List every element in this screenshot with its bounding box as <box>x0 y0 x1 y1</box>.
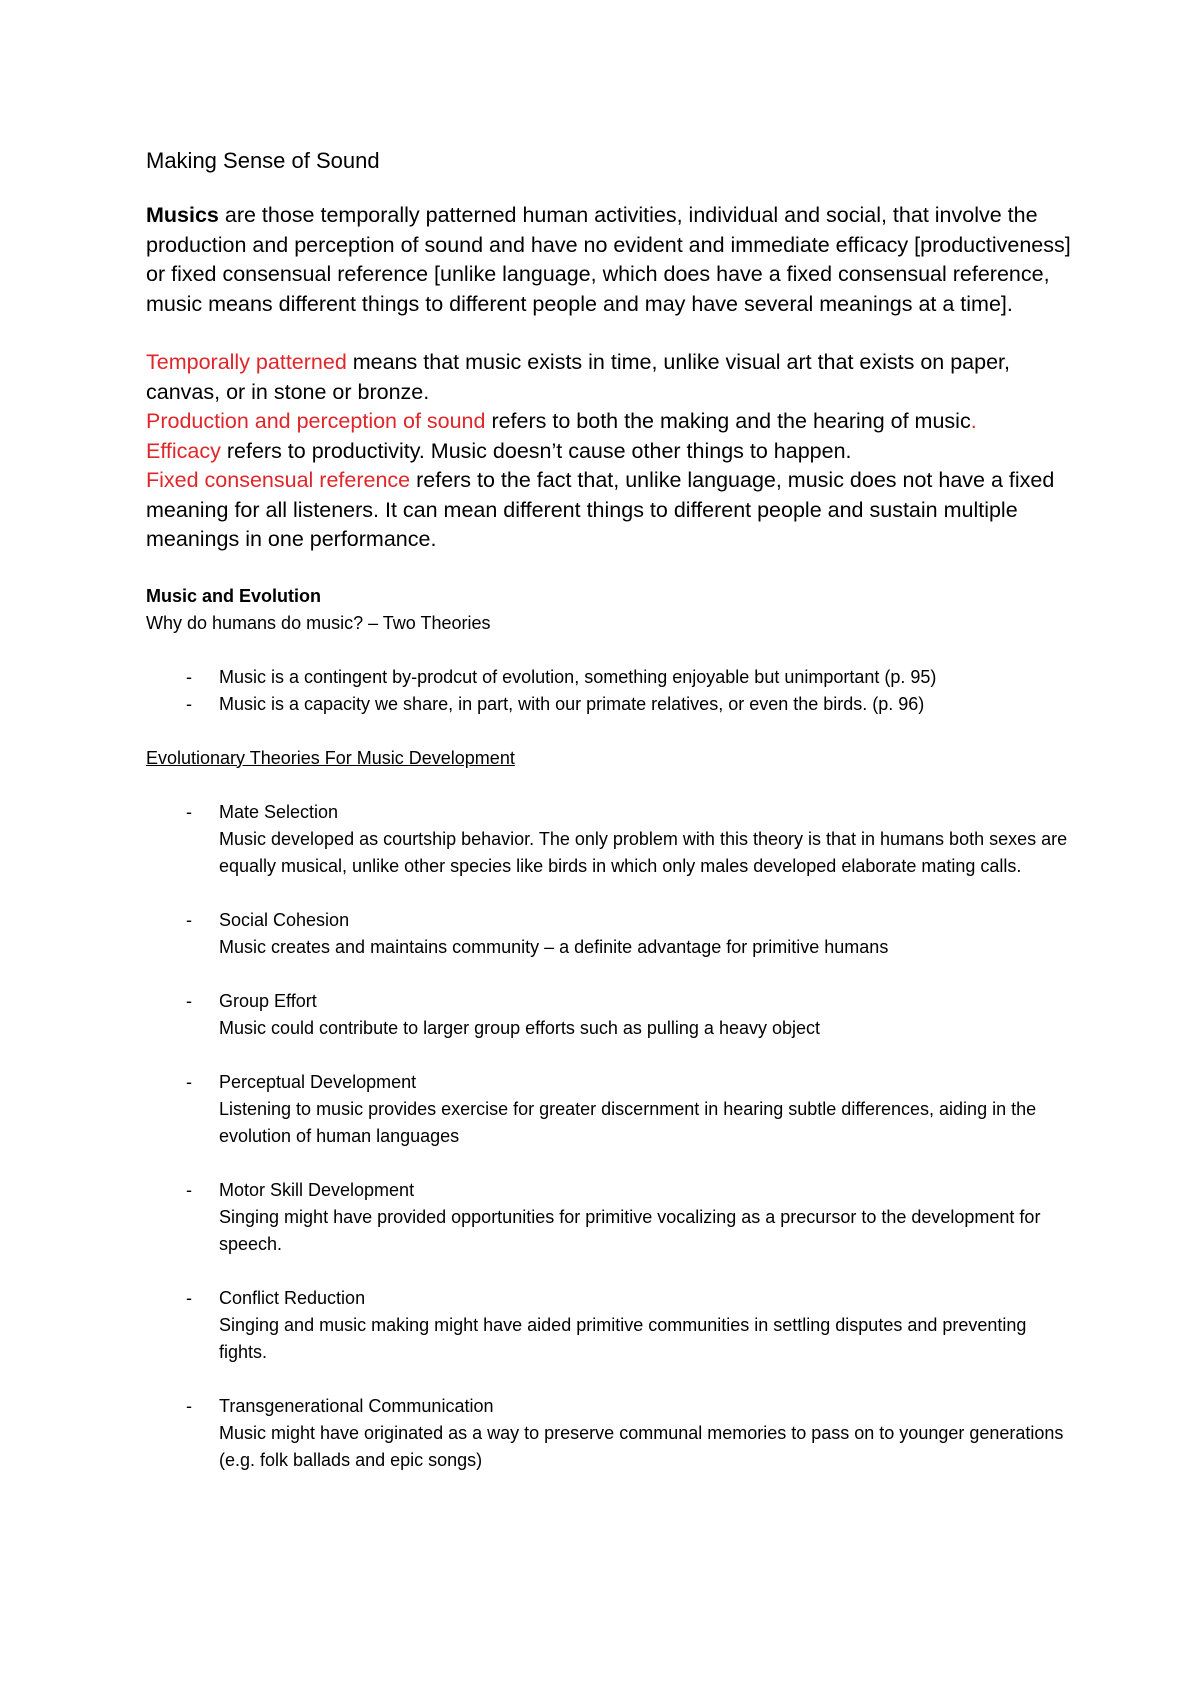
definition-text: refers to productivity. Music doesn’t cause other things to happen. <box>220 438 852 463</box>
theory-description: Singing might have provided opportunities for primitive vocalizing as a precursor to the development for speech. <box>219 1206 1041 1254</box>
definition-efficacy <box>146 437 1076 467</box>
list-item: - Music is a contingent by-prodcut of evolution, something enjoyable but unimportant (p. 95) <box>146 664 1076 691</box>
list-item: - Music is a capacity we share, in part, with our primate relatives, or even the birds. (p. 96) <box>146 691 1076 718</box>
definition-trailing-period: . <box>970 409 977 433</box>
theory-name: - Social Cohesion <box>219 909 350 930</box>
definition-fixed-consensual-reference <box>146 466 1076 555</box>
definition-term: Efficacy <box>146 438 221 463</box>
intro-paragraph <box>146 201 1076 319</box>
theory-description: Music could contribute to larger group efforts such as pulling a heavy object <box>219 1017 821 1038</box>
document-title: Making Sense of Sound <box>146 148 380 173</box>
list-item <box>146 1285 1076 1366</box>
theory-name: - Transgenerational Communication <box>219 1395 494 1416</box>
development-theories-list <box>146 799 1076 1474</box>
theory-name: - Perceptual Development <box>219 1071 417 1092</box>
theories-list <box>146 664 1076 718</box>
list-item <box>146 988 1076 1042</box>
document-page <box>146 146 1076 1474</box>
theory-name: - Mate Selection <box>219 801 339 822</box>
theory-description: Listening to music provides exercise for greater discernment in hearing subtle differences, aiding in the evolution of human languages <box>219 1098 1037 1146</box>
theory-description: Music developed as courtship behavior. The only problem with this theory is that in humans both sexes are equally musical, unlike other species like birds in which only males developed elaborate mating calls. <box>219 828 1068 876</box>
list-item <box>146 799 1076 880</box>
definition-term: Temporally patterned <box>146 350 347 374</box>
theory-name: - Conflict Reduction <box>219 1287 366 1308</box>
theory-description: Singing and music making might have aided primitive communities in settling disputes and preventing fights. <box>219 1314 1027 1362</box>
definition-production-perception <box>146 407 1076 437</box>
definition-term: Fixed consensual reference <box>146 468 411 492</box>
definition-text: refers to both the making and the hearing of music <box>485 409 971 433</box>
definitions-block <box>146 348 1076 555</box>
list-item <box>146 1393 1076 1474</box>
definition-temporally-patterned <box>146 348 1076 407</box>
section-heading-evolutionary-theories: Evolutionary Theories For Music Development <box>146 747 515 768</box>
list-item <box>146 907 1076 961</box>
theory-description: Music might have originated as a way to preserve communal memories to pass on to younger generations (e.g. folk ballads and epic songs) <box>219 1422 1064 1470</box>
definition-text: means that music exists in time, unlike visual art that exists on paper, canvas, or in stone or bronze. <box>146 350 1010 404</box>
section-heading-music-evolution: Music and Evolution <box>146 585 322 606</box>
theory-description: Music creates and maintains community – a definite advantage for primitive humans <box>219 936 889 957</box>
definition-text: refers to the fact that, unlike language, music does not have a fixed meaning for all listeners. It can mean different things to different people and sustain multiple meanings in one performance. <box>146 468 1055 551</box>
list-item <box>146 1177 1076 1258</box>
theory-name: - Group Effort <box>219 990 317 1011</box>
theory-name: - Motor Skill Development <box>219 1179 415 1200</box>
definition-term: Production and perception of sound <box>146 409 486 433</box>
intro-text: are those temporally patterned human activities, individual and social, that involve the production and perception of sound and have no evident and immediate efficacy [productiveness] or fixed consensual reference [unlike language, which does have a fixed consensual reference, music means different things to different people and may have several meanings at a time]. <box>146 203 1071 316</box>
list-item <box>146 1069 1076 1150</box>
section-question: Why do humans do music? – Two Theories <box>146 612 491 633</box>
intro-term: Musics <box>146 203 219 227</box>
